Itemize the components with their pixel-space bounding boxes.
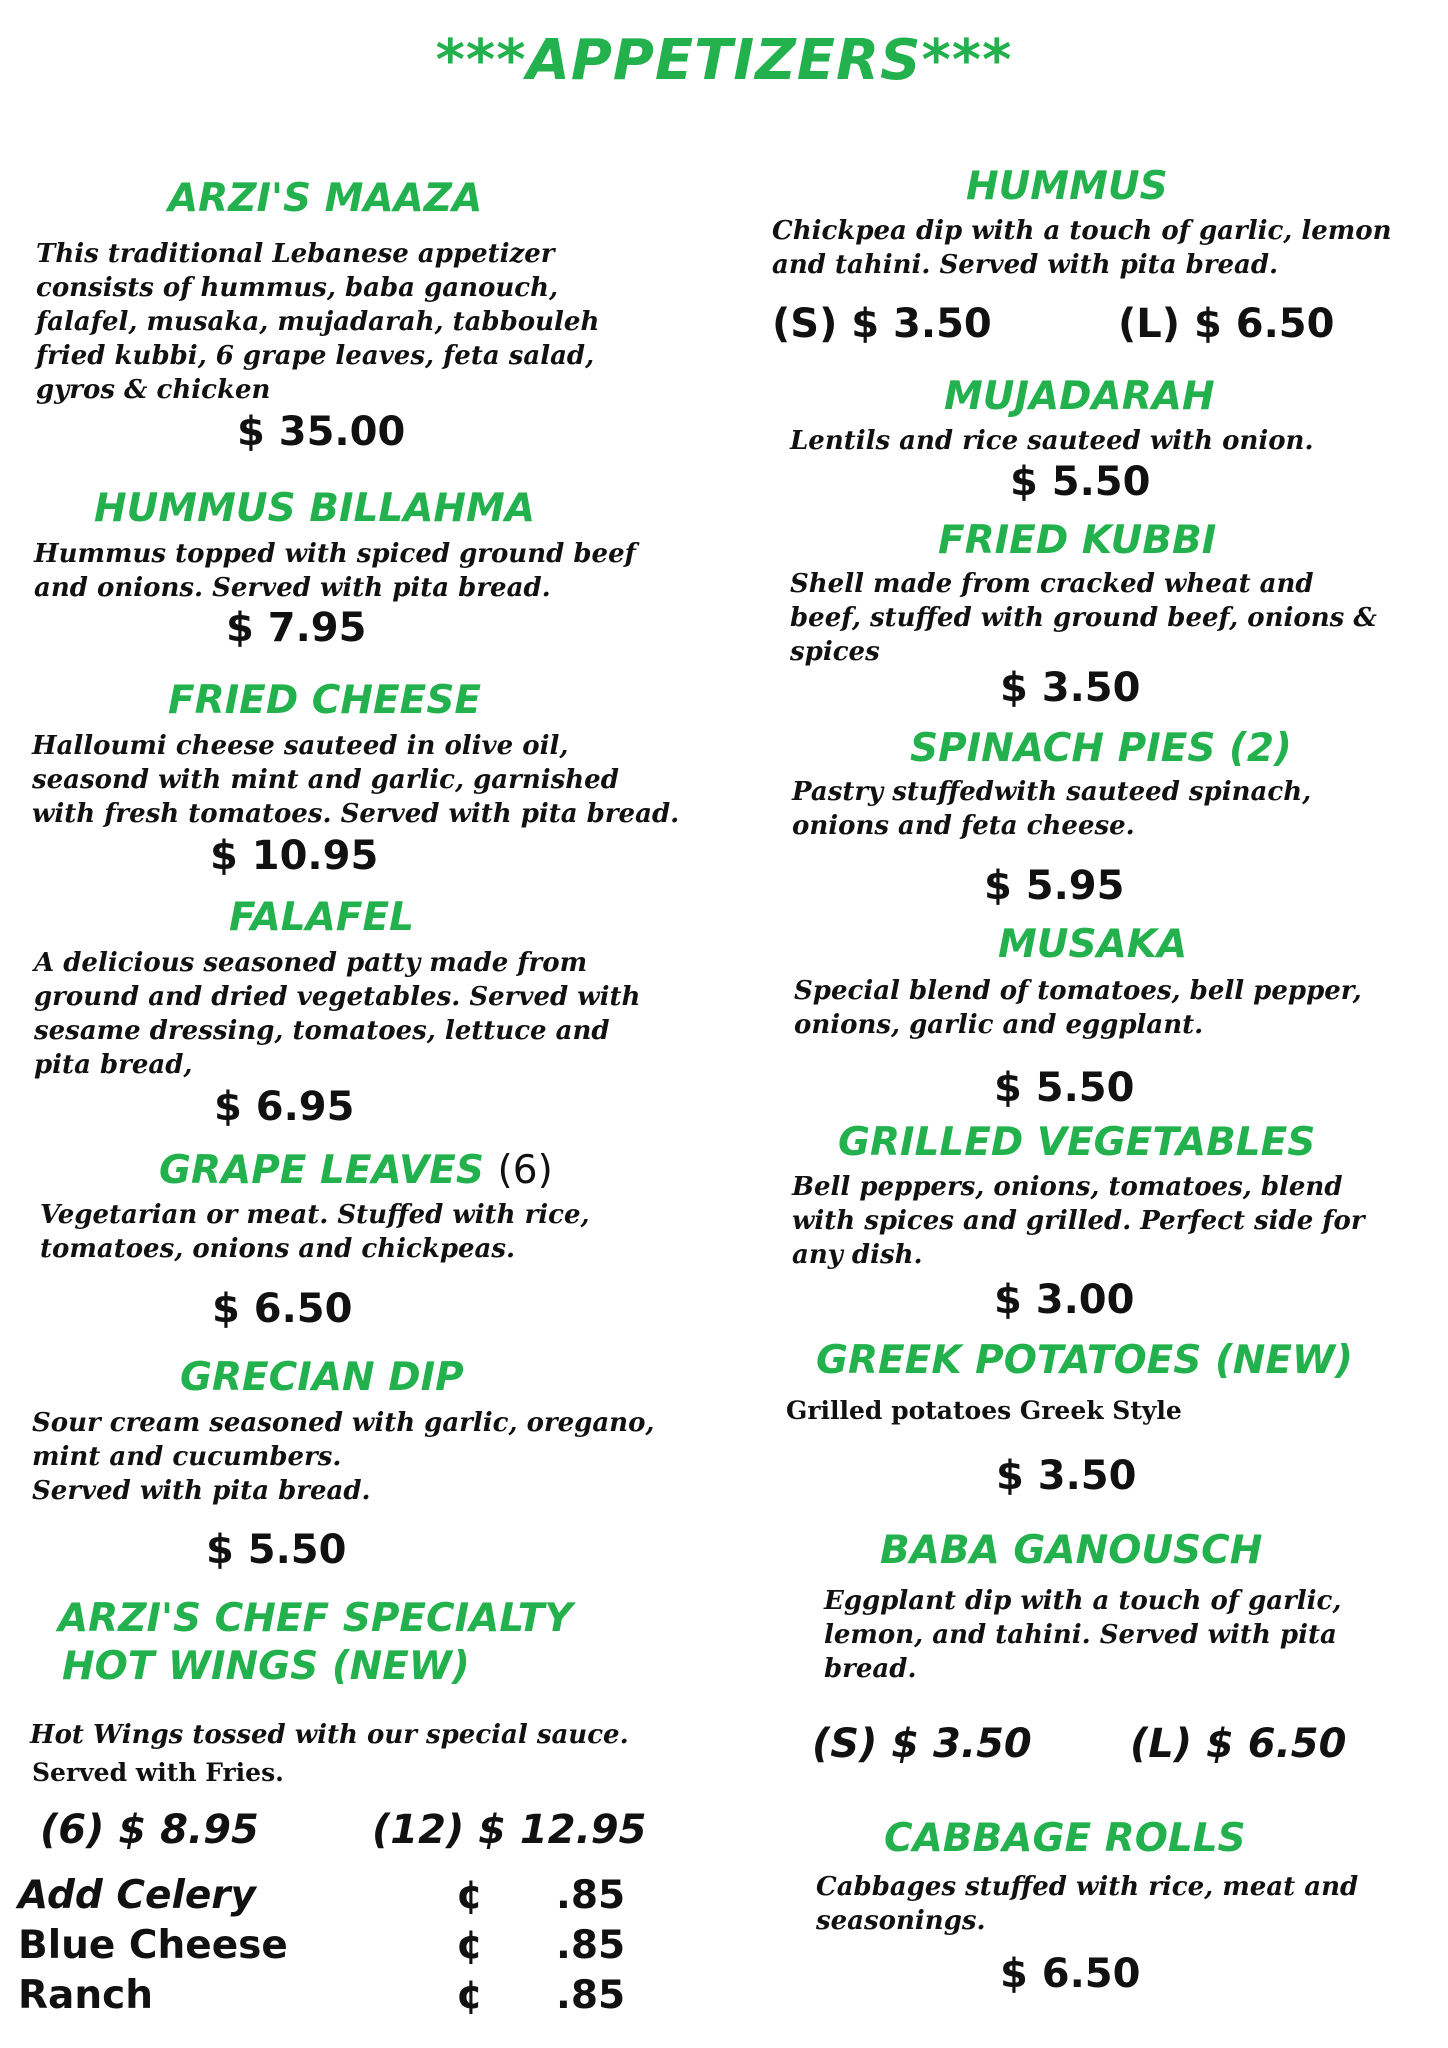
addon-price-blue-cheese: .85 xyxy=(556,1923,626,1968)
item-price-cabbage-rolls: $ 6.50 xyxy=(1000,1951,1141,1997)
item-name-grape-leaves xyxy=(159,1148,553,1194)
item-name-grape-leaves-text: GRAPE LEAVES xyxy=(159,1148,484,1193)
item-price-falafel: $ 6.95 xyxy=(214,1084,355,1130)
addon-label-ranch: Ranch xyxy=(18,1973,153,2018)
item-name-grecian-dip: GRECIAN DIP xyxy=(180,1355,464,1400)
menu-title: ***APPETIZERS*** xyxy=(435,28,1013,93)
item-price-hot-wings-6: (6) $ 8.95 xyxy=(40,1807,259,1853)
item-price-fried-kubbi: $ 3.50 xyxy=(1000,665,1141,711)
item-price-fried-cheese: $ 10.95 xyxy=(210,833,379,879)
item-desc-hummus-billahma: Hummus topped with spiced ground beef and onions. Served with pita bread. xyxy=(34,539,636,603)
item-name-cabbage-rolls: CABBAGE ROLLS xyxy=(884,1816,1246,1861)
item-name-fried-kubbi: FRIED KUBBI xyxy=(938,518,1217,563)
item-name-spinach-pies: SPINACH PIES (2) xyxy=(910,726,1292,771)
item-desc-falafel: A delicious seasoned patty made from ground and dried vegetables. Served with sesame dressing, tomatoes, lettuce and pita bread, xyxy=(34,948,641,1080)
item-price-hummus-small: (S) $ 3.50 xyxy=(772,301,992,347)
item-name-grilled-vegetables: GRILLED VEGETABLES xyxy=(838,1120,1316,1165)
item-price-hot-wings-12: (12) $ 12.95 xyxy=(372,1807,647,1853)
item-price-mujadarah: $ 5.50 xyxy=(1010,459,1151,505)
item-price-spinach-pies: $ 5.95 xyxy=(984,863,1125,909)
addon-price-celery: .85 xyxy=(556,1873,626,1918)
item-desc-grecian-dip: Sour cream seasoned with garlic, oregano, mint and cucumbers. Served with pita bread. xyxy=(32,1408,655,1506)
item-qty-grape-leaves: (6) xyxy=(497,1148,553,1193)
item-desc-grape-leaves: Vegetarian or meat. Stuffed with rice, tomatoes, onions and chickpeas. xyxy=(40,1200,590,1264)
addon-symbol-ranch: ¢ xyxy=(456,1973,484,2018)
item-desc-hummus: Chickpea dip with a touch of garlic, lemon and tahini. Served with pita bread. xyxy=(772,216,1392,280)
item-price-baba-small: (S) $ 3.50 xyxy=(812,1721,1032,1767)
item-desc-hot-wings: Hot Wings tossed with our special sauce. xyxy=(30,1720,629,1750)
item-price-grecian-dip: $ 5.50 xyxy=(206,1527,347,1573)
item-name-hummus: HUMMUS xyxy=(966,164,1168,209)
item-price-greek-potatoes: $ 3.50 xyxy=(996,1453,1137,1499)
item-name-baba-ganousch: BABA GANOUSCH xyxy=(880,1528,1263,1573)
item-price-grilled-vegetables: $ 3.00 xyxy=(994,1277,1135,1323)
item-name-arzis-maaza: ARZI'S MAAZA xyxy=(168,176,483,221)
item-desc-fried-cheese: Halloumi cheese sauteed in olive oil, seasond with mint and garlic, garnished with fresh tomatoes. Served with pita bread. xyxy=(32,731,680,829)
item-desc-grilled-vegetables: Bell peppers, onions, tomatoes, blend with spices and grilled. Perfect side for any dish. xyxy=(792,1172,1365,1270)
item-desc-greek-potatoes: Grilled potatoes Greek Style xyxy=(786,1396,1182,1425)
item-desc-fried-kubbi: Shell made from cracked wheat and beef, stuffed with ground beef, onions & spices xyxy=(790,569,1377,667)
item-price-baba-large: (L) $ 6.50 xyxy=(1130,1721,1347,1767)
item-price-hummus-billahma: $ 7.95 xyxy=(226,605,367,651)
item-desc-baba-ganousch: Eggplant dip with a touch of garlic, lemon, and tahini. Served with pita bread. xyxy=(824,1586,1342,1684)
item-name-mujadarah: MUJADARAH xyxy=(944,374,1215,419)
item-desc-cabbage-rolls: Cabbages stuffed with rice, meat and seasonings. xyxy=(816,1872,1359,1936)
item-name-musaka: MUSAKA xyxy=(998,922,1188,967)
item-name-chef-specialty: ARZI'S CHEF SPECIALTY xyxy=(58,1596,573,1641)
item-desc-spinach-pies: Pastry stuffedwith sauteed spinach, onions and feta cheese. xyxy=(792,777,1312,841)
item-desc-musaka: Special blend of tomatoes, bell pepper, onions, garlic and eggplant. xyxy=(794,976,1362,1040)
item-desc-mujadarah: Lentils and rice sauteed with onion. xyxy=(790,426,1314,456)
addon-symbol-blue-cheese: ¢ xyxy=(456,1923,484,1968)
item-name-hummus-billahma: HUMMUS BILLAHMA xyxy=(94,486,536,531)
addon-label-celery: Add Celery xyxy=(18,1873,256,1918)
addon-price-ranch: .85 xyxy=(556,1973,626,2018)
item-price-musaka: $ 5.50 xyxy=(994,1065,1135,1111)
addon-symbol-celery: ¢ xyxy=(456,1873,484,1918)
addon-label-blue-cheese: Blue Cheese xyxy=(18,1923,288,1968)
item-name-fried-cheese: FRIED CHEESE xyxy=(168,678,482,723)
item-desc2-hot-wings: Served with Fries. xyxy=(32,1758,284,1787)
item-price-arzis-maaza: $ 35.00 xyxy=(237,409,406,455)
item-price-hummus-large: (L) $ 6.50 xyxy=(1118,301,1335,347)
item-price-grape-leaves: $ 6.50 xyxy=(212,1286,353,1332)
item-desc-arzis-maaza: This traditional Lebanese appetizer consists of hummus, baba ganouch, falafel, musaka, mujadarah, tabbouleh fried kubbi, 6 grape leaves, feta salad, gyros & chicken xyxy=(36,239,600,405)
item-name-greek-potatoes: GREEK POTATOES (NEW) xyxy=(816,1338,1353,1383)
item-name-hot-wings: HOT WINGS (NEW) xyxy=(62,1644,470,1689)
item-name-falafel: FALAFEL xyxy=(229,895,414,940)
